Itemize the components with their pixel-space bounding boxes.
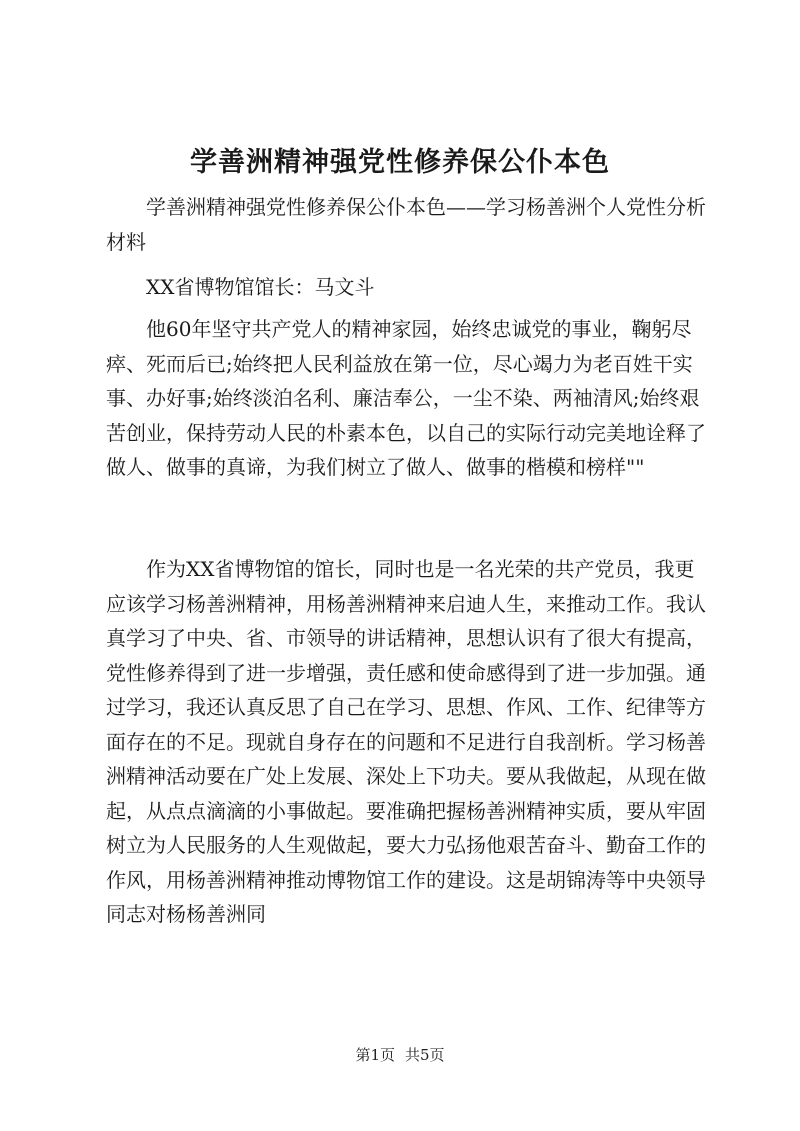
subtitle-paragraph: 学善洲精神强党性修养保公仆本色——学习杨善洲个人党性分析材料 bbox=[106, 195, 706, 254]
document-title: 学善洲精神强党性修养保公仆本色 bbox=[190, 147, 610, 178]
body-paragraph: 他60年坚守共产党人的精神家园，始终忠诚党的事业，鞠躬尽瘁、死而后已;始终把人民利益放在第一位，尽心竭力为老百姓干实事、办好事;始终淡泊名利、廉洁奉公，一尘不染、两袖清风;始终艰苦创业，保持劳动人民的朴素本色，以自己的实际行动完美地诠释了做人、做事的真谛，为我们树立了做人、做事的楷模和榜样"" bbox=[106, 317, 706, 479]
page-footer bbox=[0, 1044, 800, 1065]
body-paragraph: 作为XX省博物馆的馆长，同时也是一名光荣的共产党员，我更应该学习杨善洲精神，用杨善洲精神来启迪人生，来推动工作。我认真学习了中央、省、市领导的讲话精神，思想认识有了很大有提高，党性修养得到了进一步增强，责任感和使命感得到了进一步加强。通过学习，我还认真反思了自己在学习、思想、作风、工作、纪律等方面存在的不足。现就自身存在的问题和不足进行自我剖析。学习杨善洲精神活动要在广处上发展、深处上下功夫。要从我做起，从现在做起，从点点滴滴的小事做起。要准确把握杨善洲精神实质，要从牢固树立为人民服务的人生观做起，要大力弘扬他艰苦奋斗、勤奋工作的作风，用杨善洲精神推动博物馆工作的建设。这是胡锦涛等中央领导同志对杨杨善洲同 bbox=[106, 557, 706, 926]
page-number: 第1页 bbox=[355, 1046, 395, 1064]
page-total: 共5页 bbox=[405, 1046, 445, 1064]
author-line: XX省博物馆馆长：马文斗 bbox=[146, 275, 375, 299]
